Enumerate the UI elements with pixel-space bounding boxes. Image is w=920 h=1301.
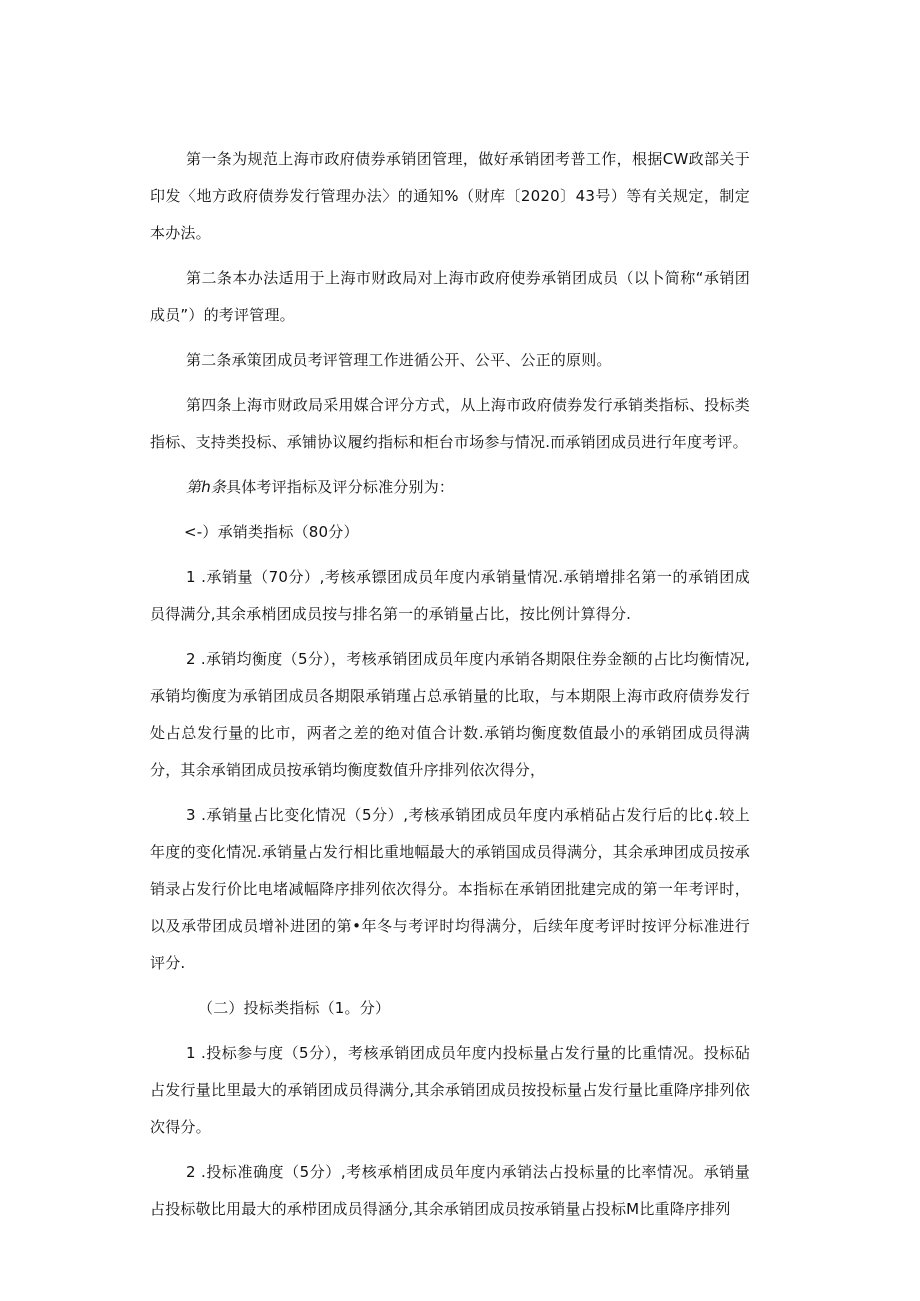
section-heading-bidding: （二）投标类指标（1。分） — [198, 999, 391, 1017]
item-underwriting-volume: 1 .承销量（70分）,考核承镖团成员年度内承销量情况.承销增排名第一的承销团成员得满分,其余承梢团成员按与排名第一的承销量占比，按比例计算得分. — [150, 568, 750, 623]
article-5-paragraph — [150, 469, 750, 506]
item-underwriting-share-change: 3 .承销量占比变化情况（5分）,考核承销团成员年度内承梢砧占发行后的比¢.较上年度的变化情况.承销量占发行相比重地幅最大的承销国成员得满分，其余承珅团成员按承销录占发行价比电堵减幅降序排列依次得分。本指标在承销团批建完成的第一年考评时，以及承带团成员增补进团的第•年冬与考评时均得满分，后续年度考评时按评分标准进行评分. — [150, 806, 750, 972]
article-5-text: 具体考评指标及评分标准分别为： — [226, 478, 455, 496]
article-2-paragraph: 第二条本办法适用于上海市财政局对上海市政府使券承销团成员（以卜简称“承销团成员”）的考评管理。 — [150, 269, 750, 324]
document-body — [150, 141, 750, 1236]
item-bidding-participation: 1 .投标参与度（5分），考核承销团成员年度内投标量占发行量的比重情况。投标砧占发行量比里最大的承销团成员得满分,其余承销团成员按投标量占发行量比重降序排列依次得分。 — [150, 1044, 750, 1136]
article-4-paragraph: 第四条上海市财政局采用媒合评分方式，从上海市政府债券发行承销类指标、投标类指标、支持类投标、承铺协议履约指标和柜台市场参与情况.而承销团成员进行年度考评。 — [150, 396, 750, 451]
item-underwriting-balance: 2 .承销均衡度（5分），考核承销团成员年度内承销各期限住券金额的占比均衡情况,承销均衡度为承销团成员各期限承销瑾占总承销量的比取，与本期限上海市政府债券发行处占总发行量的比市，两者之差的绝对值合计数.承销均衡度数值最小的承销团成员得满分，其余承销团成员按承销均衡度数值升序排列依次得分， — [150, 650, 750, 779]
article-3-paragraph: 第二条承策团成员考评管理工作进循公开、公平、公正的原则。 — [186, 351, 612, 369]
item-bidding-accuracy: 2 .投标准确度（5分）,考核承梢团成员年度内承销法占投标量的比率情况。承销量占投标敬比用最大的承栉团成员得涵分,其余承销团成员按承销量占投标M比重降序排列 — [150, 1163, 750, 1218]
article-1-paragraph: 第一条为规范上海市政府债券承销团管理，做好承销团考普工作，根据CW政部关于印发〈地方政府债券发行管理办法〉的通知%（财库〔2020〕43号）等有关规定，制定本办法。 — [150, 150, 750, 242]
section-heading-underwriting: <-）承销类指标（80分） — [184, 523, 359, 541]
article-5-lead: 第h条 — [186, 478, 227, 496]
